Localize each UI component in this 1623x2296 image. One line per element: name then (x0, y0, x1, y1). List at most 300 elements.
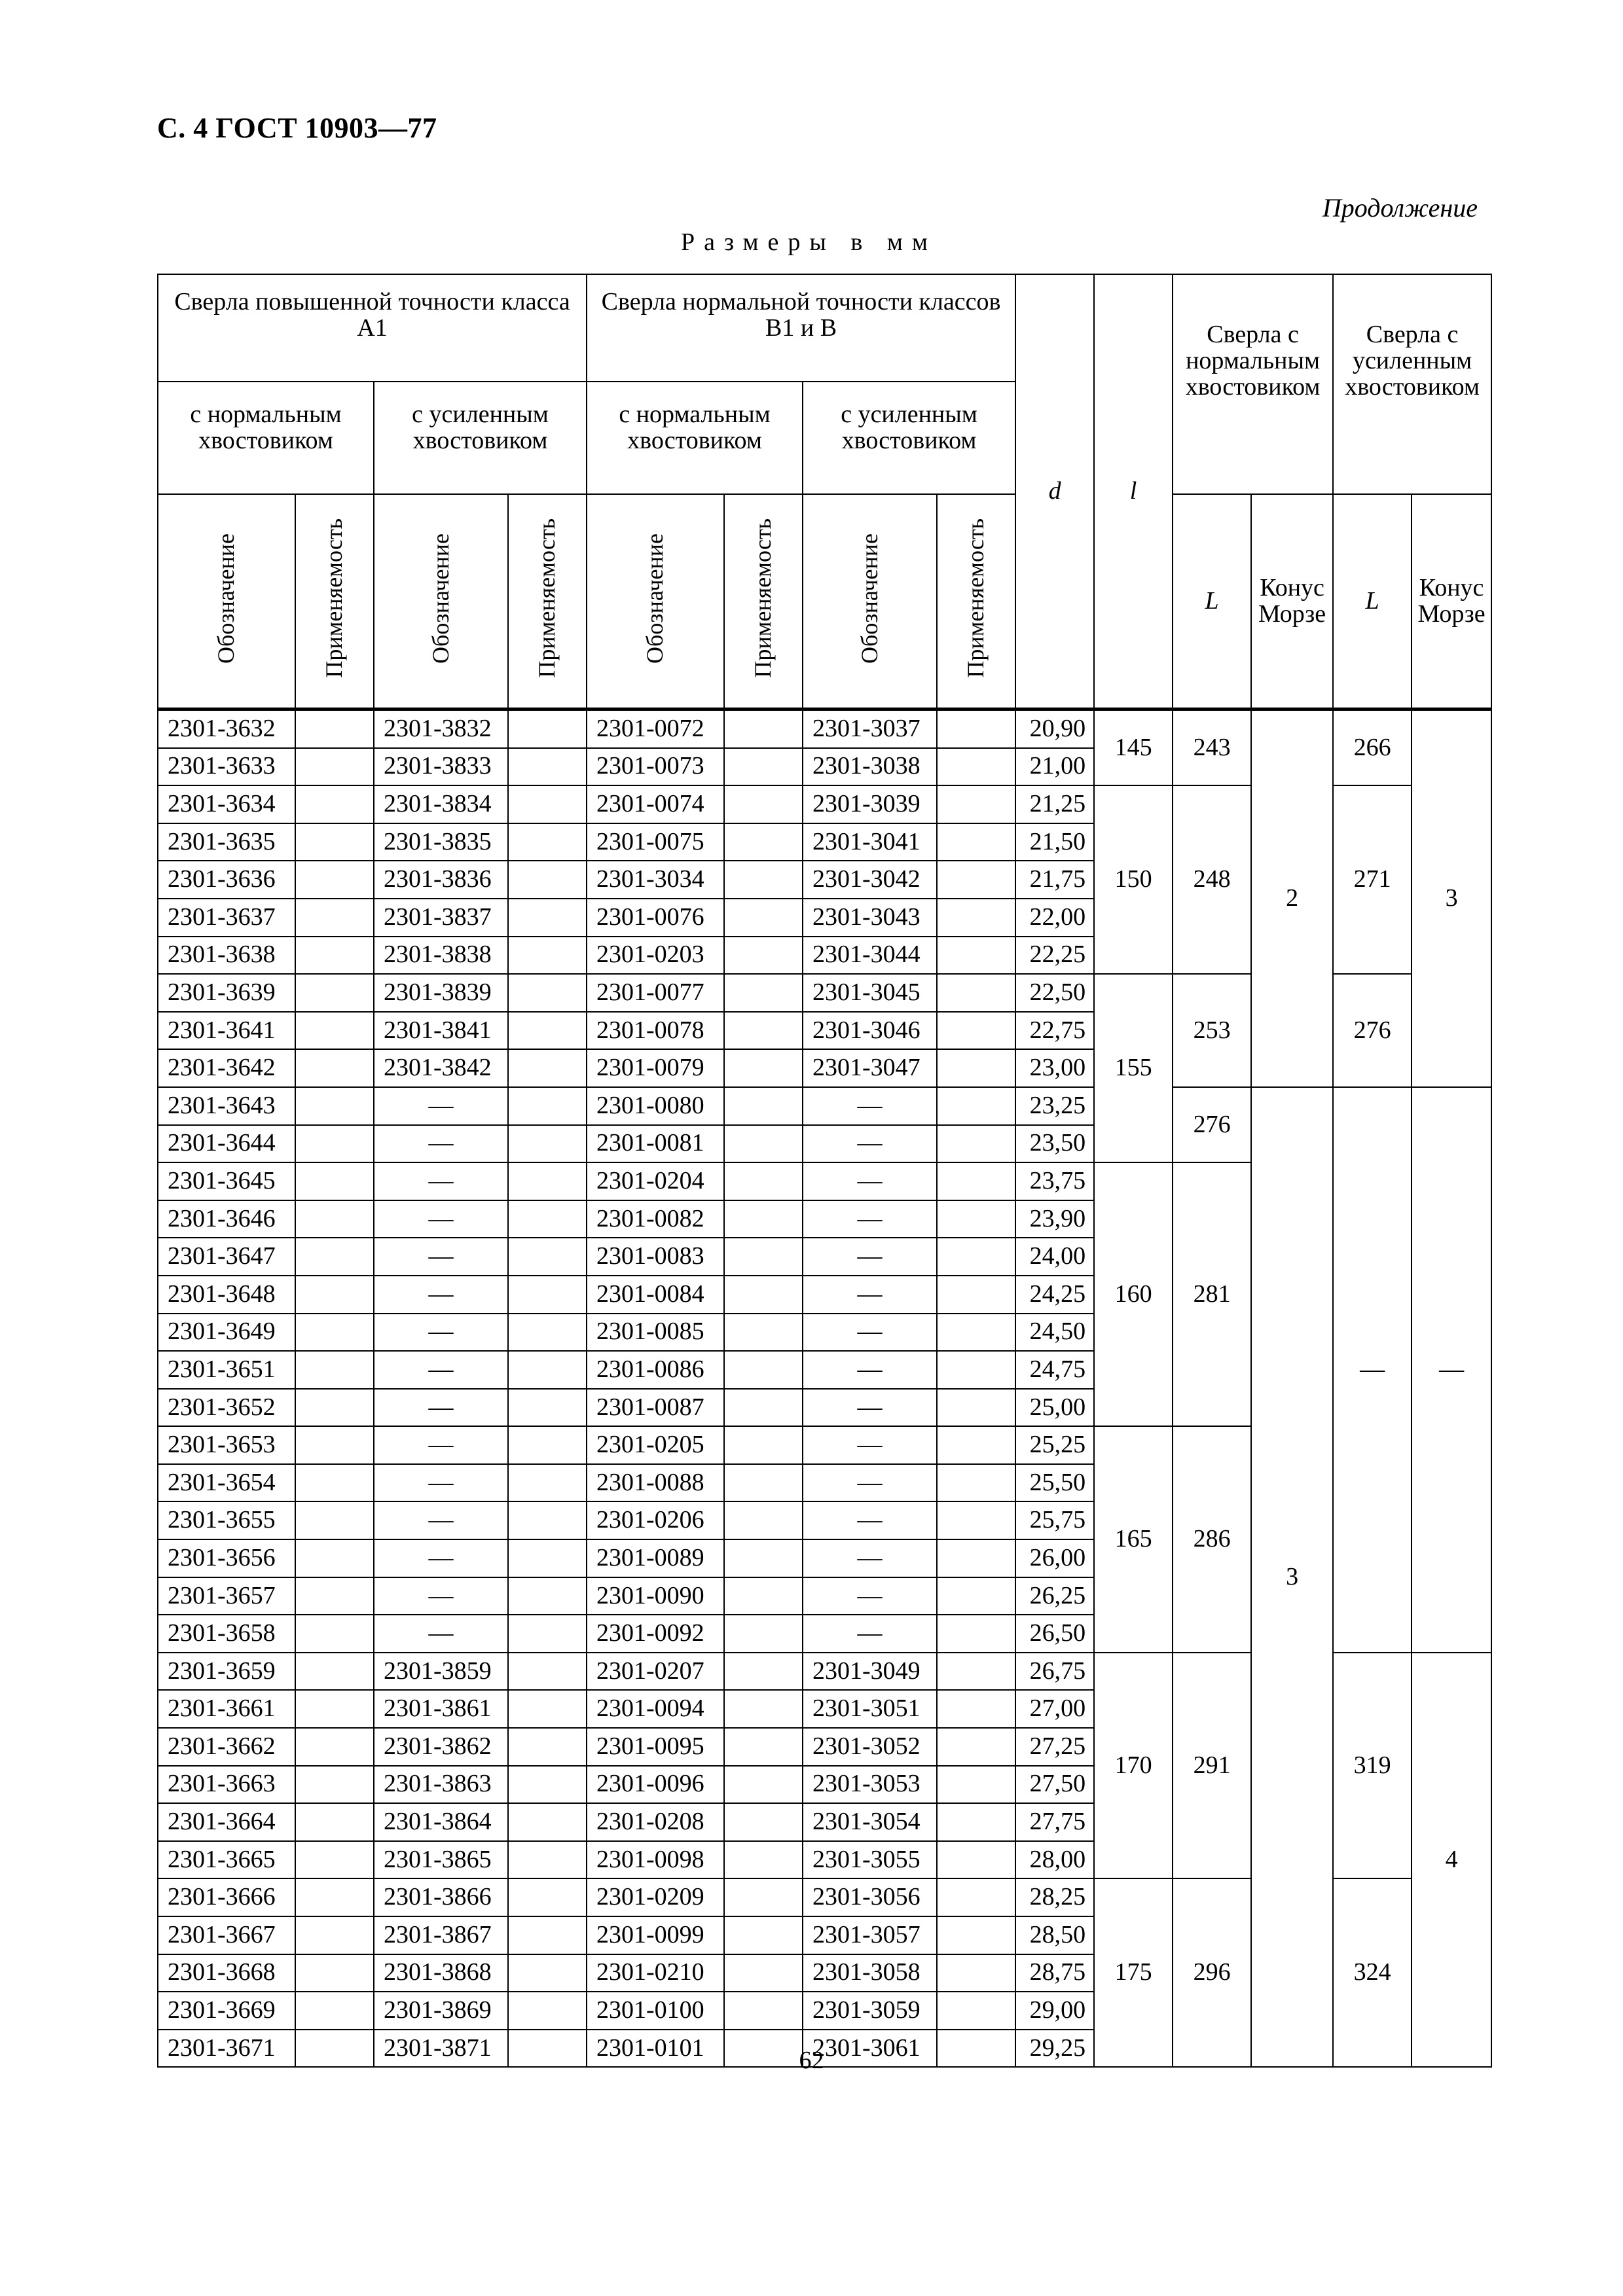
cell-l: 155 (1094, 974, 1173, 1162)
cell-morse-reinforced: 4 (1412, 1653, 1491, 2068)
cell-designation: 2301-3642 (158, 1049, 295, 1087)
cell-designation: 2301-3643 (158, 1087, 295, 1125)
cell-applicability (508, 1766, 587, 1804)
cell-designation: 2301-0092 (587, 1615, 724, 1653)
cell-morse-normal: 3 (1251, 1087, 1333, 2067)
cell-designation: 2301-3054 (803, 1803, 937, 1841)
cell-d: 29,00 (1015, 1992, 1094, 2030)
cell-applicability (295, 1426, 374, 1464)
cell-applicability (508, 1389, 587, 1427)
cell-applicability (295, 1803, 374, 1841)
cell-designation: — (803, 1200, 937, 1238)
cell-applicability (508, 823, 587, 861)
cell-designation: 2301-0075 (587, 823, 724, 861)
cell-designation: 2301-0074 (587, 785, 724, 823)
cell-applicability (295, 899, 374, 937)
cell-designation: 2301-3635 (158, 823, 295, 861)
cell-designation: 2301-3842 (374, 1049, 508, 1087)
header-b-normal-shank: с нормальным хвостовиком (587, 382, 803, 494)
cell-applicability (295, 1841, 374, 1879)
cell-applicability (937, 1389, 1015, 1427)
cell-applicability (724, 974, 803, 1012)
cell-applicability (937, 823, 1015, 861)
header-morse-reinforced: Конус Морзе (1412, 494, 1491, 709)
cell-designation: 2301-3646 (158, 1200, 295, 1238)
cell-applicability (508, 1878, 587, 1916)
cell-designation: 2301-0077 (587, 974, 724, 1012)
cell-designation: — (374, 1577, 508, 1615)
cell-morse-reinforced: 3 (1412, 709, 1491, 1087)
cell-d: 27,25 (1015, 1728, 1094, 1766)
cell-designation: 2301-0094 (587, 1690, 724, 1728)
cell-designation: — (803, 1125, 937, 1163)
cell-L-normal: 253 (1173, 974, 1251, 1087)
cell-applicability (295, 1012, 374, 1050)
cell-applicability (295, 974, 374, 1012)
cell-d: 23,50 (1015, 1125, 1094, 1163)
cell-applicability (724, 1539, 803, 1577)
cell-designation: 2301-3047 (803, 1049, 937, 1087)
cell-designation: 2301-3668 (158, 1954, 295, 1992)
cell-applicability (724, 1577, 803, 1615)
cell-applicability (724, 1276, 803, 1314)
cell-applicability (295, 1049, 374, 1087)
cell-d: 24,00 (1015, 1238, 1094, 1276)
cell-applicability (508, 1803, 587, 1841)
header-group-b1b: Сверла нормальной точности классов В1 и В (587, 274, 1015, 382)
header-designation: Обозначение (158, 494, 295, 709)
table-row (158, 709, 1491, 748)
cell-d: 25,75 (1015, 1501, 1094, 1539)
cell-designation: — (803, 1426, 937, 1464)
cell-designation: 2301-0079 (587, 1049, 724, 1087)
cell-designation: 2301-3861 (374, 1690, 508, 1728)
cell-applicability (724, 1426, 803, 1464)
cell-designation: 2301-3662 (158, 1728, 295, 1766)
cell-applicability (937, 1728, 1015, 1766)
cell-designation: 2301-3839 (374, 974, 508, 1012)
cell-designation: 2301-3053 (803, 1766, 937, 1804)
cell-applicability (724, 1803, 803, 1841)
cell-d: 21,00 (1015, 748, 1094, 786)
cell-designation: — (803, 1351, 937, 1389)
cell-designation: 2301-3049 (803, 1653, 937, 1691)
cell-applicability (508, 1276, 587, 1314)
cell-d: 26,75 (1015, 1653, 1094, 1691)
cell-designation: 2301-3871 (374, 2030, 508, 2068)
cell-designation: 2301-3835 (374, 823, 508, 861)
drill-spec-table (157, 274, 1492, 2068)
cell-applicability (295, 1389, 374, 1427)
cell-applicability (724, 1200, 803, 1238)
cell-designation: 2301-3656 (158, 1539, 295, 1577)
cell-designation: 2301-3834 (374, 785, 508, 823)
cell-applicability (724, 1878, 803, 1916)
cell-applicability (937, 899, 1015, 937)
cell-applicability (295, 1916, 374, 1954)
cell-designation: 2301-3869 (374, 1992, 508, 2030)
cell-designation: 2301-3651 (158, 1351, 295, 1389)
cell-designation: 2301-3051 (803, 1690, 937, 1728)
cell-d: 23,75 (1015, 1162, 1094, 1200)
cell-applicability (295, 1351, 374, 1389)
cell-d: 27,75 (1015, 1803, 1094, 1841)
cell-applicability (937, 1087, 1015, 1125)
cell-designation: 2301-0090 (587, 1577, 724, 1615)
cell-applicability (724, 1615, 803, 1653)
cell-applicability (724, 709, 803, 748)
cell-applicability (937, 1841, 1015, 1879)
cell-applicability (724, 1992, 803, 2030)
cell-applicability (724, 899, 803, 937)
header-drills-normal: Сверла с нормальным хвостовиком (1173, 274, 1333, 494)
cell-applicability (295, 1200, 374, 1238)
cell-designation: 2301-3644 (158, 1125, 295, 1163)
cell-designation: 2301-3059 (803, 1992, 937, 2030)
cell-applicability (937, 1200, 1015, 1238)
cell-designation: 2301-3652 (158, 1389, 295, 1427)
cell-applicability (937, 937, 1015, 975)
cell-designation: 2301-0087 (587, 1389, 724, 1427)
cell-designation: 2301-3632 (158, 709, 295, 748)
cell-designation: 2301-0206 (587, 1501, 724, 1539)
cell-designation: 2301-3057 (803, 1916, 937, 1954)
cell-designation: 2301-3867 (374, 1916, 508, 1954)
cell-designation: — (803, 1464, 937, 1502)
cell-applicability (508, 1351, 587, 1389)
header-morse-normal: Конус Морзе (1251, 494, 1333, 709)
cell-applicability (937, 1766, 1015, 1804)
cell-applicability (508, 1238, 587, 1276)
cell-designation: — (374, 1389, 508, 1427)
cell-applicability (724, 1766, 803, 1804)
cell-designation: 2301-0088 (587, 1464, 724, 1502)
cell-l: 145 (1094, 709, 1173, 786)
header-applicability: Применяемость (295, 494, 374, 709)
cell-designation: 2301-3638 (158, 937, 295, 975)
cell-designation: 2301-0096 (587, 1766, 724, 1804)
cell-d: 28,25 (1015, 1878, 1094, 1916)
cell-applicability (937, 1049, 1015, 1087)
cell-applicability (724, 1351, 803, 1389)
cell-applicability (295, 709, 374, 748)
cell-designation: — (803, 1577, 937, 1615)
cell-applicability (295, 1653, 374, 1691)
cell-applicability (724, 1690, 803, 1728)
header-b-reinforced-shank: с усиленным хвостовиком (803, 382, 1015, 494)
cell-applicability (724, 1653, 803, 1691)
cell-applicability (295, 1464, 374, 1502)
cell-d: 26,50 (1015, 1615, 1094, 1653)
cell-applicability (295, 1501, 374, 1539)
cell-d: 29,25 (1015, 2030, 1094, 2068)
cell-applicability (937, 1653, 1015, 1691)
cell-L-normal: 296 (1173, 1878, 1251, 2067)
cell-applicability (937, 1992, 1015, 2030)
cell-applicability (508, 1577, 587, 1615)
cell-applicability (508, 937, 587, 975)
cell-designation: 2301-0078 (587, 1012, 724, 1050)
cell-d: 25,25 (1015, 1426, 1094, 1464)
cell-applicability (508, 1087, 587, 1125)
cell-designation: — (374, 1314, 508, 1352)
cell-applicability (937, 1238, 1015, 1276)
cell-designation: — (374, 1464, 508, 1502)
cell-applicability (508, 1200, 587, 1238)
cell-d: 23,25 (1015, 1087, 1094, 1125)
cell-L-normal: 248 (1173, 785, 1251, 974)
cell-d: 28,50 (1015, 1916, 1094, 1954)
cell-designation: 2301-0095 (587, 1728, 724, 1766)
cell-applicability (508, 709, 587, 748)
cell-applicability (508, 1049, 587, 1087)
cell-designation: — (374, 1238, 508, 1276)
cell-designation: — (803, 1389, 937, 1427)
cell-L-reinforced: 266 (1333, 709, 1412, 786)
cell-applicability (295, 1314, 374, 1352)
cell-designation: 2301-3647 (158, 1238, 295, 1276)
cell-designation: — (374, 1162, 508, 1200)
cell-applicability (724, 1954, 803, 1992)
cell-L-reinforced: 271 (1333, 785, 1412, 974)
cell-designation: 2301-3653 (158, 1426, 295, 1464)
cell-designation: — (374, 1501, 508, 1539)
cell-applicability (937, 1162, 1015, 1200)
cell-designation: 2301-0072 (587, 709, 724, 748)
cell-d: 21,25 (1015, 785, 1094, 823)
cell-L-reinforced: 276 (1333, 974, 1412, 1087)
header-a1-reinforced-shank: с усиленным хвостовиком (374, 382, 587, 494)
cell-designation: 2301-3833 (374, 748, 508, 786)
cell-designation: 2301-3043 (803, 899, 937, 937)
cell-L-reinforced: 324 (1333, 1878, 1412, 2067)
cell-applicability (724, 1049, 803, 1087)
cell-applicability (508, 1314, 587, 1352)
header-designation: Обозначение (587, 494, 724, 709)
cell-designation: 2301-3841 (374, 1012, 508, 1050)
cell-applicability (724, 1087, 803, 1125)
cell-designation: 2301-3859 (374, 1653, 508, 1691)
cell-designation: 2301-0083 (587, 1238, 724, 1276)
cell-d: 21,50 (1015, 823, 1094, 861)
header-L-reinforced: L (1333, 494, 1412, 709)
cell-applicability (508, 1125, 587, 1163)
cell-applicability (508, 1464, 587, 1502)
cell-d: 20,90 (1015, 709, 1094, 748)
cell-d: 26,00 (1015, 1539, 1094, 1577)
cell-designation: 2301-3657 (158, 1577, 295, 1615)
cell-L-normal: 276 (1173, 1087, 1251, 1162)
page-header: С. 4 ГОСТ 10903—77 (157, 112, 437, 144)
cell-designation: 2301-3661 (158, 1690, 295, 1728)
cell-applicability (508, 748, 587, 786)
cell-applicability (724, 937, 803, 975)
cell-L-reinforced: 319 (1333, 1653, 1412, 1879)
cell-applicability (295, 1577, 374, 1615)
cell-applicability (937, 1577, 1015, 1615)
units-caption: Размеры в мм (681, 228, 937, 256)
cell-applicability (295, 861, 374, 899)
cell-designation: 2301-0099 (587, 1916, 724, 1954)
table-row (158, 1087, 1491, 1125)
cell-applicability (508, 1728, 587, 1766)
cell-designation: — (374, 1087, 508, 1125)
cell-l: 165 (1094, 1426, 1173, 1653)
cell-applicability (508, 899, 587, 937)
cell-applicability (508, 974, 587, 1012)
cell-applicability (295, 1690, 374, 1728)
cell-designation: 2301-3038 (803, 748, 937, 786)
cell-designation: 2301-3633 (158, 748, 295, 786)
header-l: l (1094, 274, 1173, 709)
cell-designation: 2301-3641 (158, 1012, 295, 1050)
header-L-normal: L (1173, 494, 1251, 709)
cell-designation: 2301-3052 (803, 1728, 937, 1766)
cell-d: 24,25 (1015, 1276, 1094, 1314)
cell-applicability (295, 1125, 374, 1163)
cell-designation: 2301-0100 (587, 1992, 724, 2030)
cell-applicability (508, 1916, 587, 1954)
cell-designation: 2301-0086 (587, 1351, 724, 1389)
cell-applicability (508, 861, 587, 899)
cell-applicability (508, 785, 587, 823)
cell-designation: 2301-3639 (158, 974, 295, 1012)
cell-applicability (724, 1162, 803, 1200)
cell-designation: 2301-3058 (803, 1954, 937, 1992)
cell-designation: — (803, 1615, 937, 1653)
cell-applicability (508, 1012, 587, 1050)
cell-applicability (937, 1276, 1015, 1314)
cell-designation: 2301-3039 (803, 785, 937, 823)
header-applicability: Применяемость (508, 494, 587, 709)
cell-applicability (937, 1501, 1015, 1539)
cell-designation: 2301-3042 (803, 861, 937, 899)
cell-d: 28,75 (1015, 1954, 1094, 1992)
cell-d: 26,25 (1015, 1577, 1094, 1615)
cell-applicability (724, 1314, 803, 1352)
cell-applicability (295, 823, 374, 861)
header-applicability: Применяемость (724, 494, 803, 709)
cell-designation: 2301-3037 (803, 709, 937, 748)
cell-designation: 2301-0209 (587, 1878, 724, 1916)
cell-applicability (724, 1389, 803, 1427)
cell-applicability (937, 1125, 1015, 1163)
cell-applicability (724, 748, 803, 786)
cell-applicability (508, 1539, 587, 1577)
cell-designation: — (374, 1351, 508, 1389)
cell-designation: 2301-3634 (158, 785, 295, 823)
cell-designation: 2301-3041 (803, 823, 937, 861)
cell-applicability (724, 1501, 803, 1539)
cell-designation: 2301-3649 (158, 1314, 295, 1352)
cell-designation: 2301-0084 (587, 1276, 724, 1314)
cell-d: 27,00 (1015, 1690, 1094, 1728)
cell-applicability (937, 1314, 1015, 1352)
cell-applicability (724, 1916, 803, 1954)
cell-designation: 2301-3659 (158, 1653, 295, 1691)
cell-l: 160 (1094, 1162, 1173, 1426)
cell-designation: 2301-3667 (158, 1916, 295, 1954)
cell-d: 22,75 (1015, 1012, 1094, 1050)
cell-designation: 2301-0203 (587, 937, 724, 975)
cell-designation: 2301-0081 (587, 1125, 724, 1163)
cell-applicability (937, 1954, 1015, 1992)
cell-applicability (937, 1464, 1015, 1502)
cell-applicability (508, 1954, 587, 1992)
cell-designation: 2301-3645 (158, 1162, 295, 1200)
cell-L-normal: 281 (1173, 1162, 1251, 1426)
cell-designation: 2301-3655 (158, 1501, 295, 1539)
cell-applicability (937, 974, 1015, 1012)
cell-applicability (937, 1916, 1015, 1954)
cell-designation: 2301-3837 (374, 899, 508, 937)
cell-designation: 2301-0101 (587, 2030, 724, 2068)
cell-designation: 2301-0089 (587, 1539, 724, 1577)
cell-d: 22,00 (1015, 899, 1094, 937)
cell-designation: 2301-3658 (158, 1615, 295, 1653)
cell-d: 22,25 (1015, 937, 1094, 975)
cell-applicability (724, 1125, 803, 1163)
cell-d: 24,50 (1015, 1314, 1094, 1352)
cell-applicability (937, 1426, 1015, 1464)
cell-designation: — (803, 1314, 937, 1352)
cell-designation: 2301-3056 (803, 1878, 937, 1916)
cell-applicability (724, 861, 803, 899)
cell-applicability (937, 1351, 1015, 1389)
cell-applicability (295, 748, 374, 786)
cell-applicability (937, 861, 1015, 899)
cell-designation: 2301-3034 (587, 861, 724, 899)
cell-designation: 2301-0204 (587, 1162, 724, 1200)
cell-designation: — (374, 1276, 508, 1314)
cell-L-reinforced: — (1333, 1087, 1412, 1653)
cell-designation: 2301-3868 (374, 1954, 508, 1992)
cell-designation: — (374, 1125, 508, 1163)
cell-l: 150 (1094, 785, 1173, 974)
cell-applicability (937, 709, 1015, 748)
cell-applicability (937, 1878, 1015, 1916)
cell-applicability (295, 1615, 374, 1653)
cell-l: 170 (1094, 1653, 1173, 1879)
cell-designation: 2301-3866 (374, 1878, 508, 1916)
cell-designation: 2301-3055 (803, 1841, 937, 1879)
cell-d: 27,50 (1015, 1766, 1094, 1804)
cell-applicability (724, 1728, 803, 1766)
cell-d: 21,75 (1015, 861, 1094, 899)
cell-designation: 2301-3865 (374, 1841, 508, 1879)
cell-applicability (724, 1238, 803, 1276)
cell-designation: 2301-0205 (587, 1426, 724, 1464)
cell-designation: 2301-0073 (587, 748, 724, 786)
cell-designation: — (374, 1200, 508, 1238)
cell-designation: 2301-3666 (158, 1878, 295, 1916)
cell-morse-normal: 2 (1251, 709, 1333, 1087)
cell-designation: 2301-3832 (374, 709, 508, 748)
cell-applicability (508, 1992, 587, 2030)
cell-designation: 2301-3061 (803, 2030, 937, 2068)
cell-designation: 2301-3637 (158, 899, 295, 937)
cell-applicability (508, 1501, 587, 1539)
cell-applicability (295, 1992, 374, 2030)
cell-d: 25,50 (1015, 1464, 1094, 1502)
cell-applicability (724, 785, 803, 823)
cell-designation: 2301-3636 (158, 861, 295, 899)
cell-d: 23,90 (1015, 1200, 1094, 1238)
cell-applicability (295, 1539, 374, 1577)
cell-designation: 2301-0085 (587, 1314, 724, 1352)
cell-d: 28,00 (1015, 1841, 1094, 1879)
cell-designation: 2301-3648 (158, 1276, 295, 1314)
